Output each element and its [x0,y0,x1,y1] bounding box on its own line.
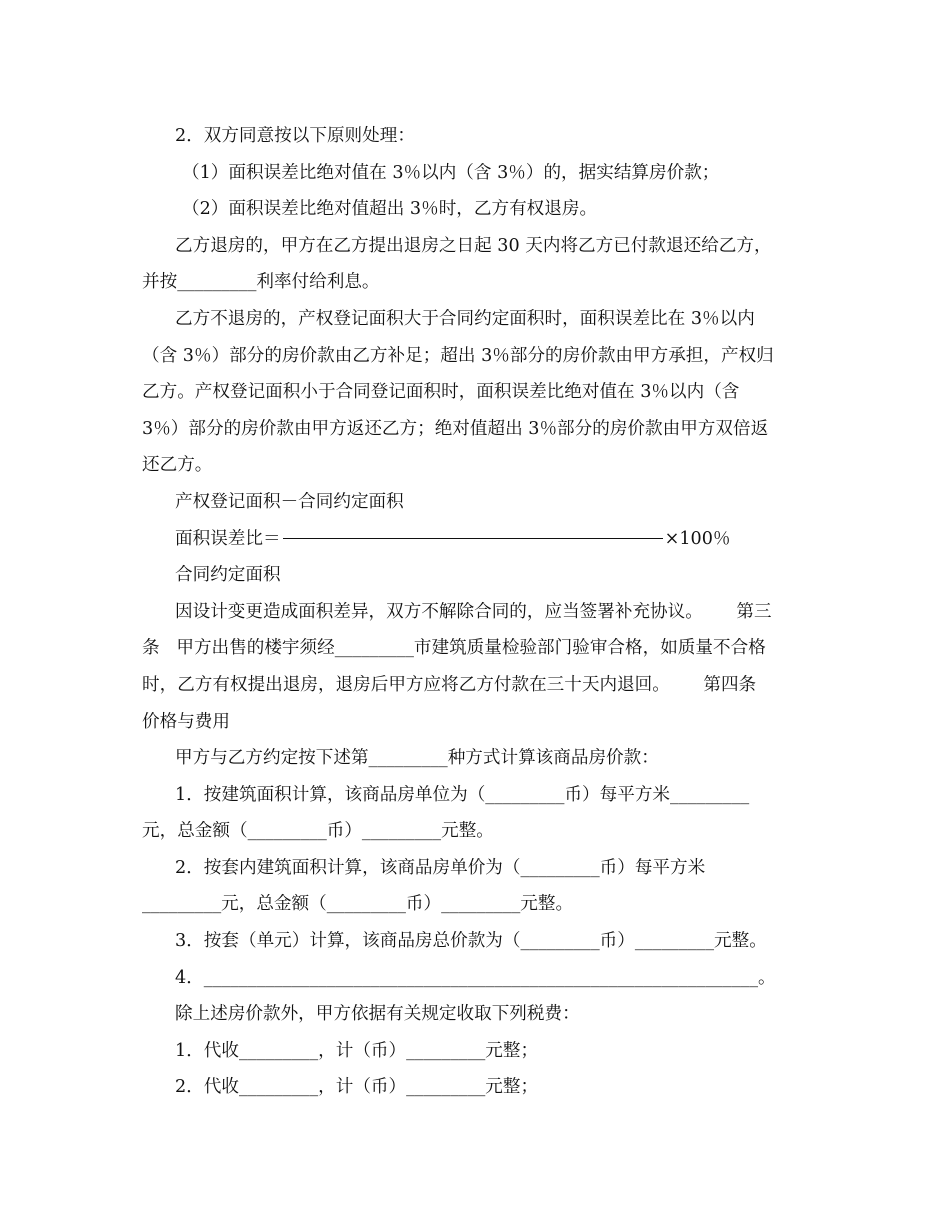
paragraph-line: 甲方与乙方约定按下述第_________种方式计算该商品房价款： [175,748,659,769]
paragraph-line: 乙方退房的，甲方在乙方提出退房之日起 30 天内将乙方已付款退还给乙方， [175,235,772,256]
paragraph-line: 并按_________利率付给利息。 [142,272,380,293]
paragraph-line: 2．双方同意按以下原则处理： [175,126,415,146]
paragraph-line: （含 3％）部分的房价款由乙方补足；超出 3％部分的房价款由甲方承担，产权归 [142,345,774,366]
paragraph-line: 还乙方。 [142,455,213,476]
paragraph-line: 1．按建筑面积计算，该商品房单位为（_________币）每平方米_________ [175,784,750,805]
paragraph-line: 4．_______________________________________________________________。 [175,967,776,988]
formula-denominator: 合同约定面积 [175,565,281,586]
paragraph-line: 乙方不退房的，产权登记面积大于合同约定面积时，面积误差比在 3％以内 [175,308,755,329]
paragraph-line: 乙方。产权登记面积小于合同登记面积时，面积误差比绝对值在 3％以内（含 [142,382,740,403]
paragraph-line: 元，总金额（_________币）_________元整。 [142,821,494,842]
paragraph-line: 3％）部分的房价款由甲方返还乙方；绝对值超出 3％部分的房价款由甲方双倍返 [142,418,769,439]
paragraph-line: 价格与费用 [142,711,230,732]
paragraph-line: 除上述房价款外，甲方依据有关规定收取下列税费： [175,1004,580,1025]
formula-label: 面积误差比＝ [175,528,281,549]
paragraph-line: 2．按套内建筑面积计算，该商品房单价为（_________币）每平方米 [175,857,706,878]
paragraph-line: 1．代收_________，计（币）_________元整； [175,1040,539,1061]
paragraph-line: _________元，总金额（_________币）_________元整。 [142,894,574,915]
paragraph-line: 2．代收_________，计（币）_________元整； [175,1077,539,1098]
paragraph-line: 时，乙方有权提出退房，退房后甲方应将乙方付款在三十天内退回。 第四条 [142,674,757,695]
paragraph-line: 条 甲方出售的楼宇须经_________市建筑质量检验部门验审合格，如质量不合格 [142,638,766,659]
paragraph-line: （1）面积误差比绝对值在 3％以内（含 3％）的，据实结算房价款； [182,162,720,183]
formula-line [142,521,810,558]
paragraph-line: 3．按套（单元）计算，该商品房总价款为（_________币）_________元整。 [175,931,767,952]
fraction-bar [283,538,663,539]
formula-numerator: 产权登记面积－合同约定面积 [175,491,404,512]
paragraph-line: （2）面积误差比绝对值超出 3％时，乙方有权退房。 [182,199,598,220]
formula-multiplier: ×100％ [664,528,731,549]
paragraph-line: 因设计变更造成面积差异，双方不解除合同的，应当签署补充协议。 第三 [175,601,772,622]
